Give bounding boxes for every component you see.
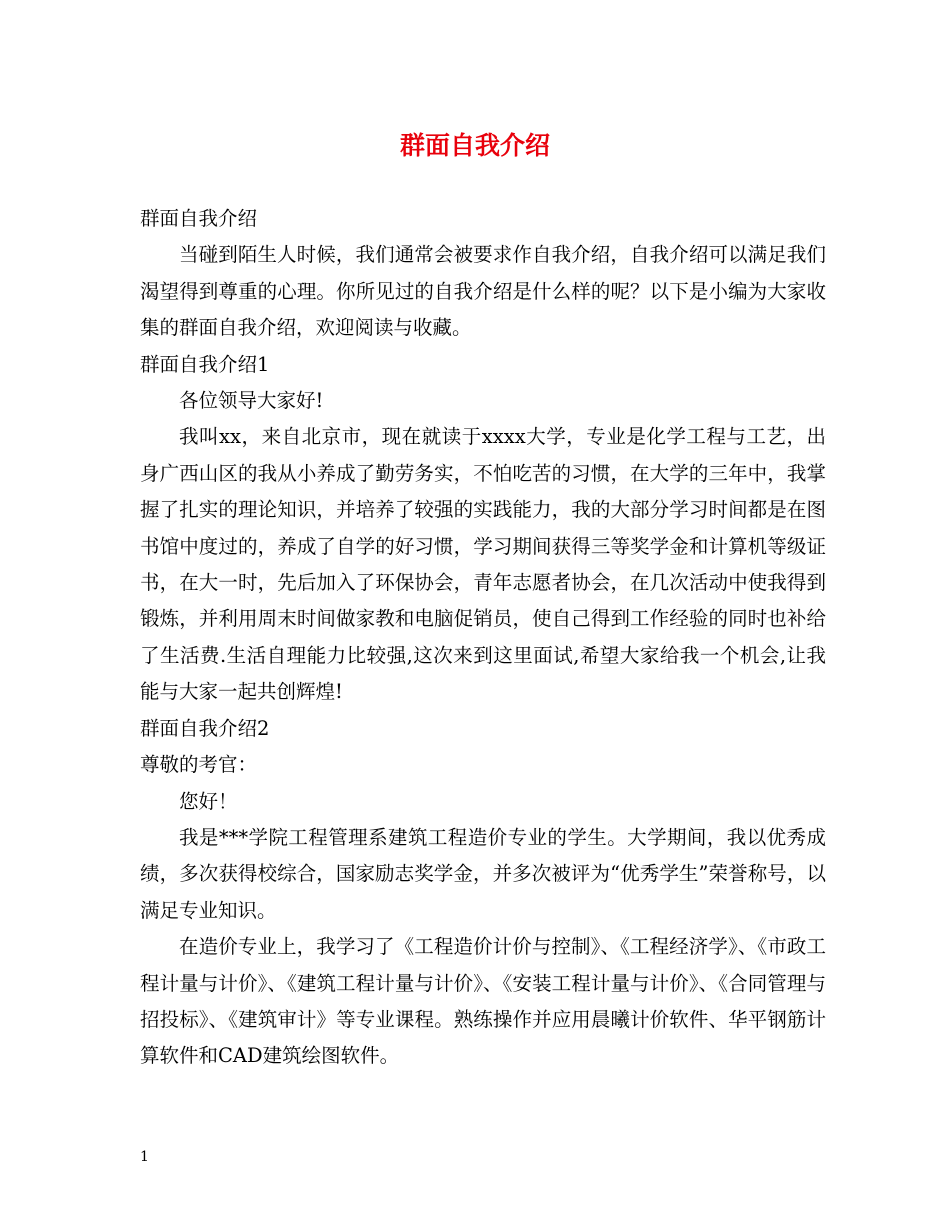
section-heading-1: 群面自我介绍1 — [140, 352, 270, 376]
document-body — [140, 201, 826, 1075]
greeting-paragraph-2: 您好！ — [179, 789, 238, 813]
section-heading-2: 群面自我介绍2 — [140, 716, 270, 740]
body-paragraph-3: 在造价专业上，我学习了《工程造价计价与控制》、《工程经济学》、《市政工程计量与计价》、《建筑工程计量与计价》、《安装工程计量与计价》、《合同管理与招投标》、《建筑审计》等专业课程。熟练操作并应用晨曦计价软件、华平钢筋计算软件和CAD建筑绘图软件。 — [140, 935, 826, 1068]
intro-heading: 群面自我介绍 — [140, 207, 258, 230]
body-paragraph-1: 我叫xx，来自北京市，现在就读于xxxx大学，专业是化学工程与工艺，出身广西山区的我从小养成了勤劳务实，不怕吃苦的习惯，在大学的三年中，我掌握了扎实的理论知识，并培养了较强的实践能力，我的大部分学习时间都是在图书馆中度过的，养成了自学的好习惯，学习期间获得三等奖学金和计算机等级证书，在大一时，先后加入了环保协会，青年志愿者协会，在几次活动中使我得到锻炼，并利用周末时间做家教和电脑促销员，使自己得到工作经验的同时也补给了生活费.生活自理能力比较强,这次来到这里面试,希望大家给我一个机会,让我能与大家一起共创辉煌! — [140, 425, 826, 704]
document-title: 群面自我介绍 — [399, 131, 550, 160]
intro-paragraph: 当碰到陌生人时候，我们通常会被要求作自我介绍，自我介绍可以满足我们渴望得到尊重的心理。你所见过的自我介绍是什么样的呢？以下是小编为大家收集的群面自我介绍，欢迎阅读与收藏。 — [140, 243, 826, 340]
body-paragraph-2: 我是***学院工程管理系建筑工程造价专业的学生。大学期间，我以优秀成绩，多次获得校综合，国家励志奖学金，并多次被评为“优秀学生”荣誉称号，以满足专业知识。 — [140, 825, 826, 922]
salutation-paragraph: 尊敬的考官： — [140, 753, 258, 777]
page-number: 1 — [140, 1149, 149, 1165]
greeting-paragraph-1: 各位领导大家好! — [179, 389, 324, 413]
